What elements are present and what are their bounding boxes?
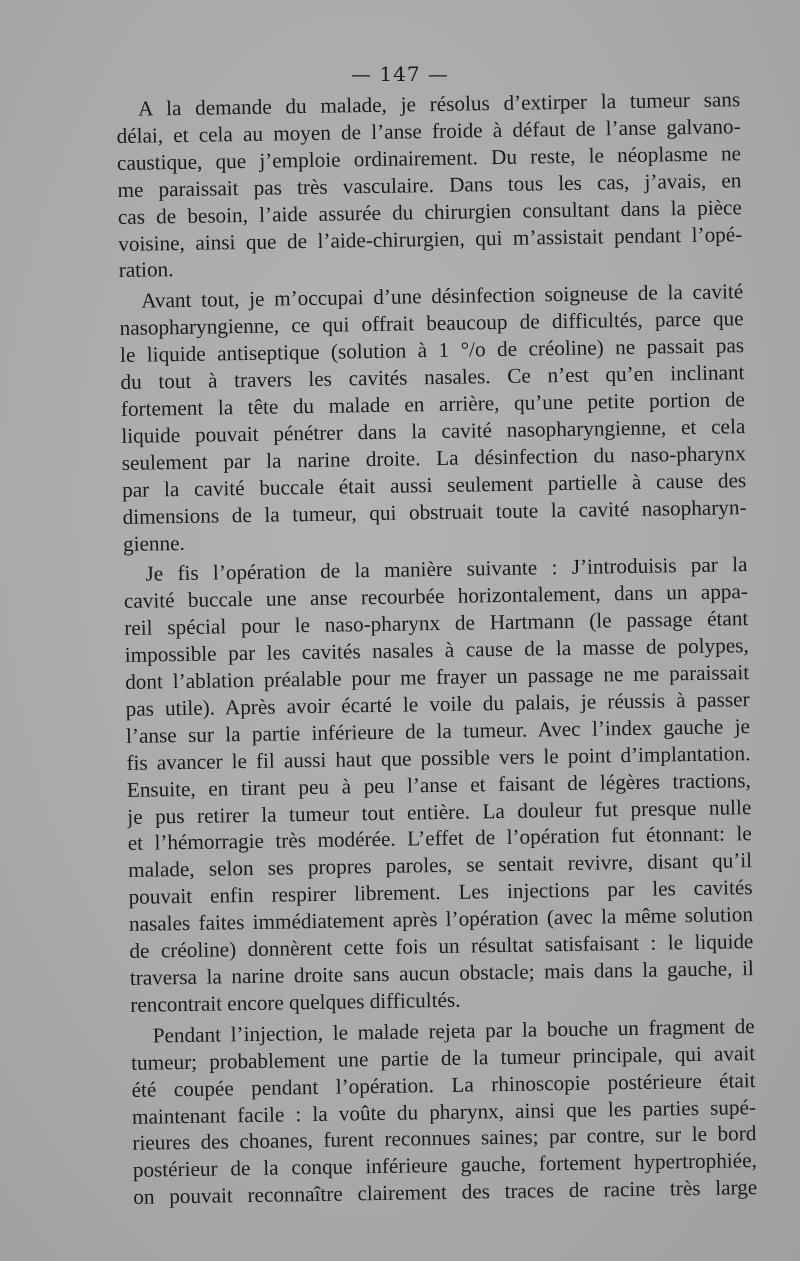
text-line: A la demande du malade, je résolus d’extirper la tumeur sans <box>138 87 741 121</box>
text-line: et l’hémorragie très modérée. L’effet de l’opération fut étonnant: le <box>127 821 752 856</box>
paragraph-4 <box>131 1013 758 1211</box>
text-line: liquide pouvait pénétrer dans la cavité nasopharyngienne, et cela <box>121 414 746 448</box>
paragraph-1 <box>116 86 743 284</box>
text-line: pouvait enfin respirer librement. Les injections par les cavités <box>128 875 753 910</box>
text-line: été coupée pendant l’opération. La rhinoscopie postérieure était <box>131 1067 756 1102</box>
text-line: rieures des choanes, furent reconnues saines; par contre, sur le bord <box>132 1121 757 1156</box>
text-line: gienne. <box>122 530 185 556</box>
text-line: fortement la tête du malade en arrière, qu’une petite portion de <box>120 387 746 421</box>
text-line: on pouvait reconnaître clairement des traces de racine très large <box>133 1175 758 1210</box>
text-line: du tout à travers les cavités nasales. Ce n’est qu’en inclinant <box>120 360 745 395</box>
text-line: voisine, ainsi que de l’aide-chirurgien, qui m’assistait pendant l’opé- <box>118 221 743 256</box>
text-line: Avant tout, je m’occupai d’une désinfection soigneuse de la cavité <box>141 279 744 313</box>
page-number: — 147 — <box>351 62 449 86</box>
text-line: traversa la narine droite sans aucun obstacle; mais dans la gauche, il <box>129 956 754 990</box>
text-line: cas de besoin, l’aide assurée du chirurgien consultant dans la pièce <box>117 194 743 229</box>
body-text <box>116 86 758 1215</box>
text-line: fis avancer le fil aussi haut que possible vers le point d’implantation. <box>126 740 751 775</box>
text-line: je pus retirer la tumeur tout entière. La douleur fut presque nulle <box>127 794 752 829</box>
text-line: caustique, que j’emploie ordinairement. Du reste, le néoplasme ne <box>116 141 742 175</box>
text-line: de créoline) donnèrent cette fois un résultat satisfaisant : le liquide <box>129 929 754 963</box>
text-line: postérieur de la conque inférieure gauche, fortement hypertrophiée, <box>132 1148 757 1183</box>
paragraph-3 <box>123 552 754 1019</box>
text-line: dimensions de la tumeur, qui obstruait toute la cavité nasopharyn- <box>122 494 747 529</box>
text-line: délai, et cela au moyen de l’anse froide à défaut de l’anse galvano- <box>116 114 741 148</box>
text-line: me paraissait pas très vasculaire. Dans tous les cas, j’avais, en <box>117 167 742 202</box>
text-line: nasales faites immédiatement après l’opération (avec la même solution <box>128 902 754 937</box>
text-line: ration. <box>118 257 174 283</box>
text-line: maintenant facile : la voûte du pharynx, ainsi que les parties supé- <box>131 1094 757 1129</box>
text-line: seulement par la narine droite. La désinfection du naso-pharynx <box>121 440 746 475</box>
text-line: par la cavité buccale était aussi seulement partielle à cause des <box>121 467 747 502</box>
text-line: Pendant l’injection, le malade rejeta par la bouche un fragment de <box>152 1013 755 1048</box>
text-line: reil spécial pour le naso-pharynx de Hartmann (le passage étant <box>124 606 749 641</box>
text-line: rencontrait encore quelques difficultés. <box>130 987 461 1017</box>
text-line: impossible par les cavités nasales à cause de la masse de polypes, <box>124 633 749 668</box>
text-line: le liquide antiseptique (solution à 1 °/o de créoline) ne passait pas <box>119 333 745 368</box>
text-line: nasopharyngienne, ce qui offrait beaucoup de difficultés, parce que <box>119 306 744 341</box>
text-line: cavité buccale une anse recourbée horizontalement, dans un appa- <box>123 579 749 614</box>
text-line: malade, selon ses propres paroles, se sentait revivre, disant qu’il <box>127 848 753 883</box>
text-line: tumeur; probablement une partie de la tumeur principale, qui avait <box>130 1040 756 1075</box>
text-line: dont l’ablation préalable pour me frayer un passage ne me paraissait <box>125 660 750 694</box>
text-line: pas utile). Après avoir écarté le voile du palais, je réussis à passer <box>125 687 750 721</box>
text-line: l’anse sur la partie inférieure de la tumeur. Avec l’index gauche je <box>125 713 751 748</box>
text-line: Ensuite, en tirant peu à peu l’anse et faisant de légères tractions, <box>126 767 752 802</box>
text-line: Je fis l’opération de la manière suivante : J’introduisis par la <box>145 552 748 587</box>
paragraph-2 <box>119 279 747 558</box>
